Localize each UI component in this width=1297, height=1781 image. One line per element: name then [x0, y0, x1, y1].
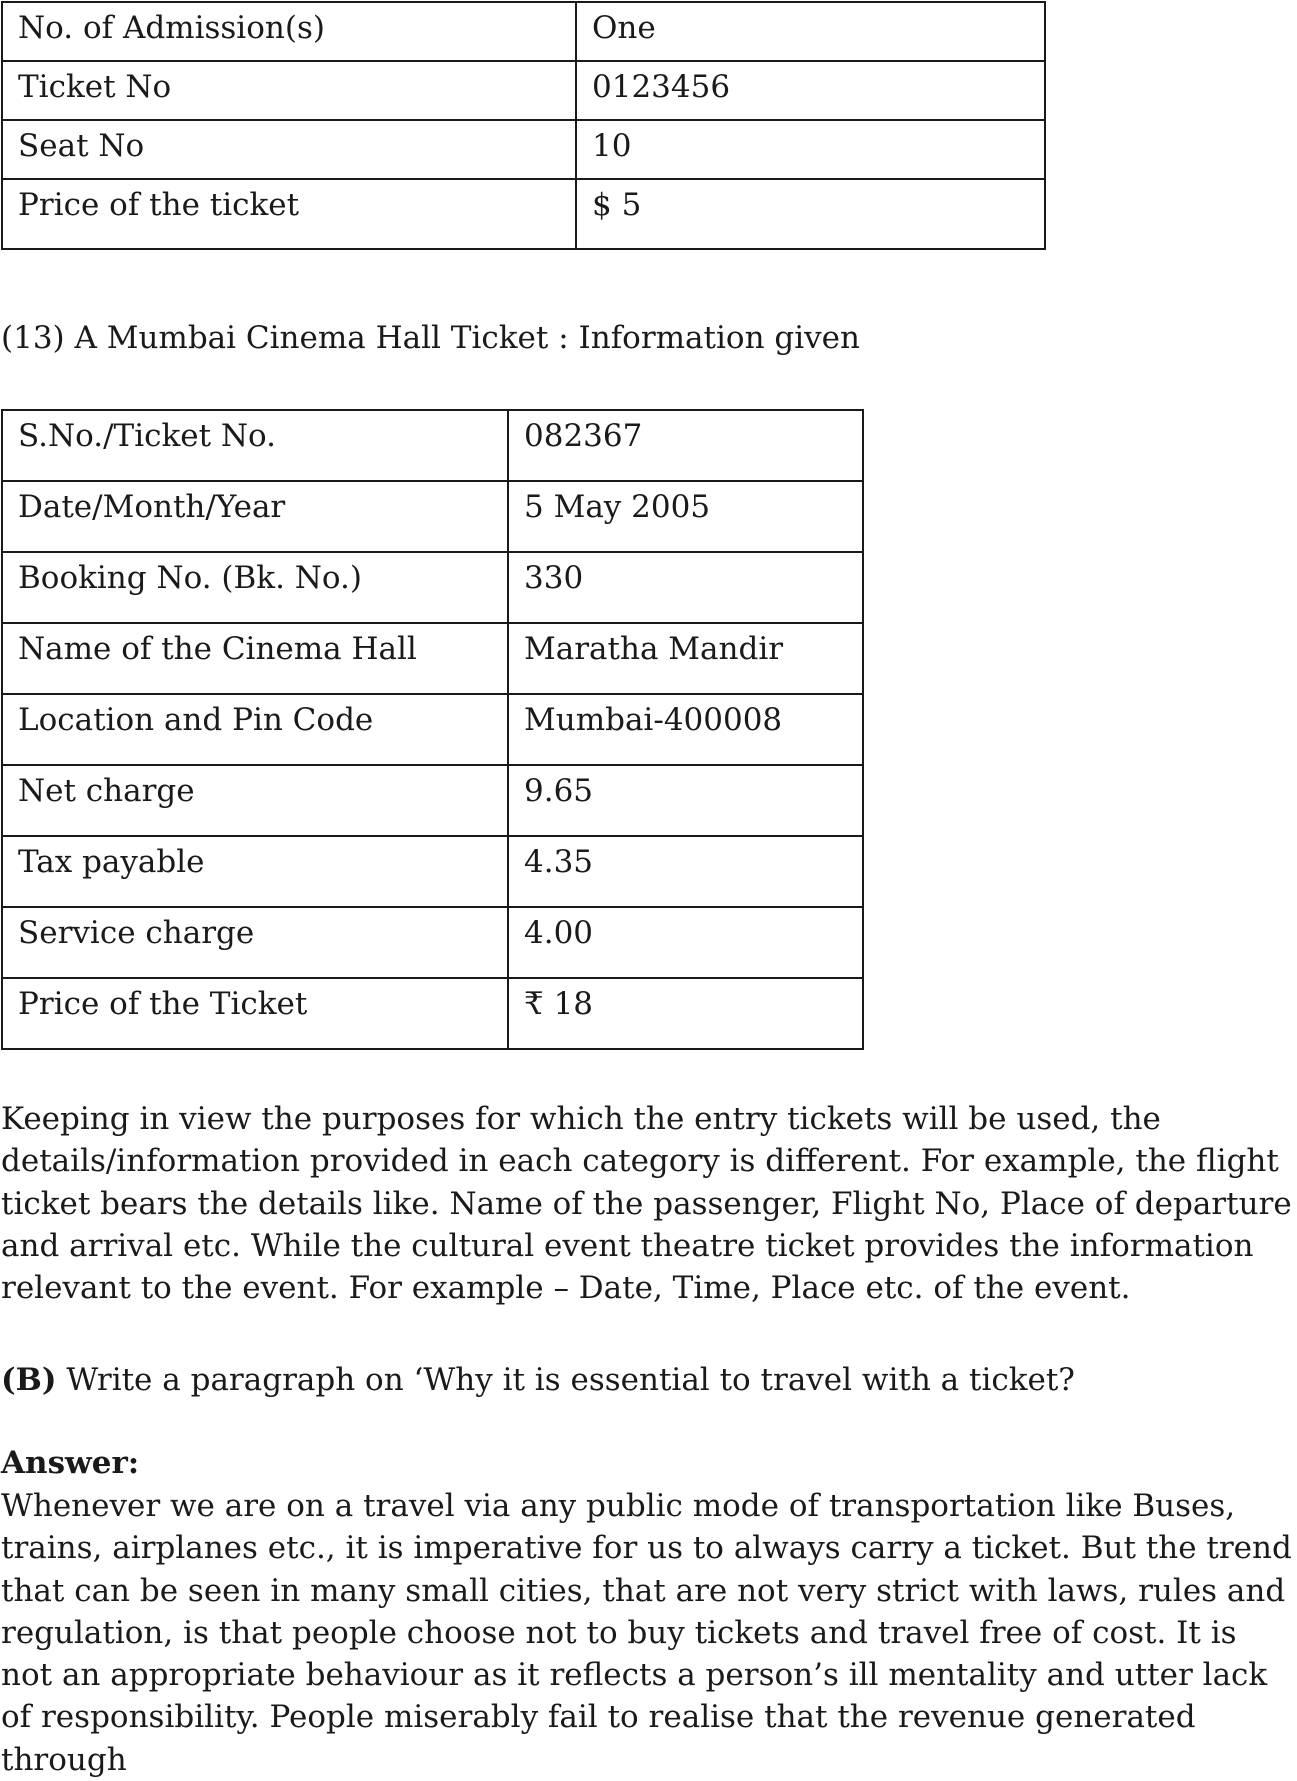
question-b: [1, 1360, 1075, 1400]
table-row: [2, 552, 863, 623]
row-label: Location and Pin Code: [2, 694, 508, 765]
table-row: [2, 410, 863, 481]
row-value: $ 5: [576, 179, 1045, 249]
table-row: [2, 907, 863, 978]
question-text: Write a paragraph on ‘Why it is essential to travel with a ticket?: [56, 1362, 1075, 1398]
row-label: Price of the ticket: [2, 179, 576, 249]
row-label: Tax payable: [2, 836, 508, 907]
section-heading: (13) A Mumbai Cinema Hall Ticket : Information given: [1, 320, 860, 356]
row-label: Date/Month/Year: [2, 481, 508, 552]
table-row: [2, 765, 863, 836]
row-value: 4.00: [508, 907, 863, 978]
row-label: Name of the Cinema Hall: [2, 623, 508, 694]
question-marker: (B): [1, 1362, 57, 1398]
row-value: 9.65: [508, 765, 863, 836]
row-value: Mumbai-400008: [508, 694, 863, 765]
table-row: [2, 694, 863, 765]
row-value: Maratha Mandir: [508, 623, 863, 694]
row-value: 10: [576, 120, 1045, 179]
table-row: [2, 978, 863, 1049]
table-row: [2, 836, 863, 907]
row-value: 082367: [508, 410, 863, 481]
row-value: ₹ 18: [508, 978, 863, 1049]
row-value: 330: [508, 552, 863, 623]
table-row: [2, 481, 863, 552]
table-row: [2, 61, 1045, 120]
row-value: 4.35: [508, 836, 863, 907]
table-row: [2, 120, 1045, 179]
table-row: [2, 2, 1045, 61]
table-row: [2, 179, 1045, 249]
row-label: Ticket No: [2, 61, 576, 120]
row-value: 5 May 2005: [508, 481, 863, 552]
admission-ticket-table: [1, 1, 1046, 250]
explanation-paragraph: Keeping in view the purposes for which the entry tickets will be used, the details/information provided in each category is different. For example, the flight ticket bears the details like. Name of the passenger, Flight No, Place of departure and arrival etc. While the cultural event theatre ticket provides the information relevant to the event. For example – Date, Time, Place etc. of the event.: [1, 1101, 1292, 1307]
row-value: One: [576, 2, 1045, 61]
row-label: Booking No. (Bk. No.): [2, 552, 508, 623]
row-label: Service charge: [2, 907, 508, 978]
row-label: No. of Admission(s): [2, 2, 576, 61]
row-label: Seat No: [2, 120, 576, 179]
table-row: [2, 623, 863, 694]
row-label: Price of the Ticket: [2, 978, 508, 1049]
row-value: 0123456: [576, 61, 1045, 120]
answer-paragraph: Whenever we are on a travel via any public mode of transportation like Buses, trains, airplanes etc., it is imperative for us to always carry a ticket. But the trend that can be seen in many small cities, that are not very strict with laws, rules and regulation, is that people choose not to buy tickets and travel free of cost. It is not an appropriate behaviour as it reflects a person’s ill mentality and utter lack of responsibility. People miserably fail to realise that the revenue generated through: [1, 1488, 1292, 1778]
answer-label: Answer:: [1, 1445, 140, 1481]
row-label: S.No./Ticket No.: [2, 410, 508, 481]
row-label: Net charge: [2, 765, 508, 836]
cinema-ticket-table: [1, 409, 864, 1050]
